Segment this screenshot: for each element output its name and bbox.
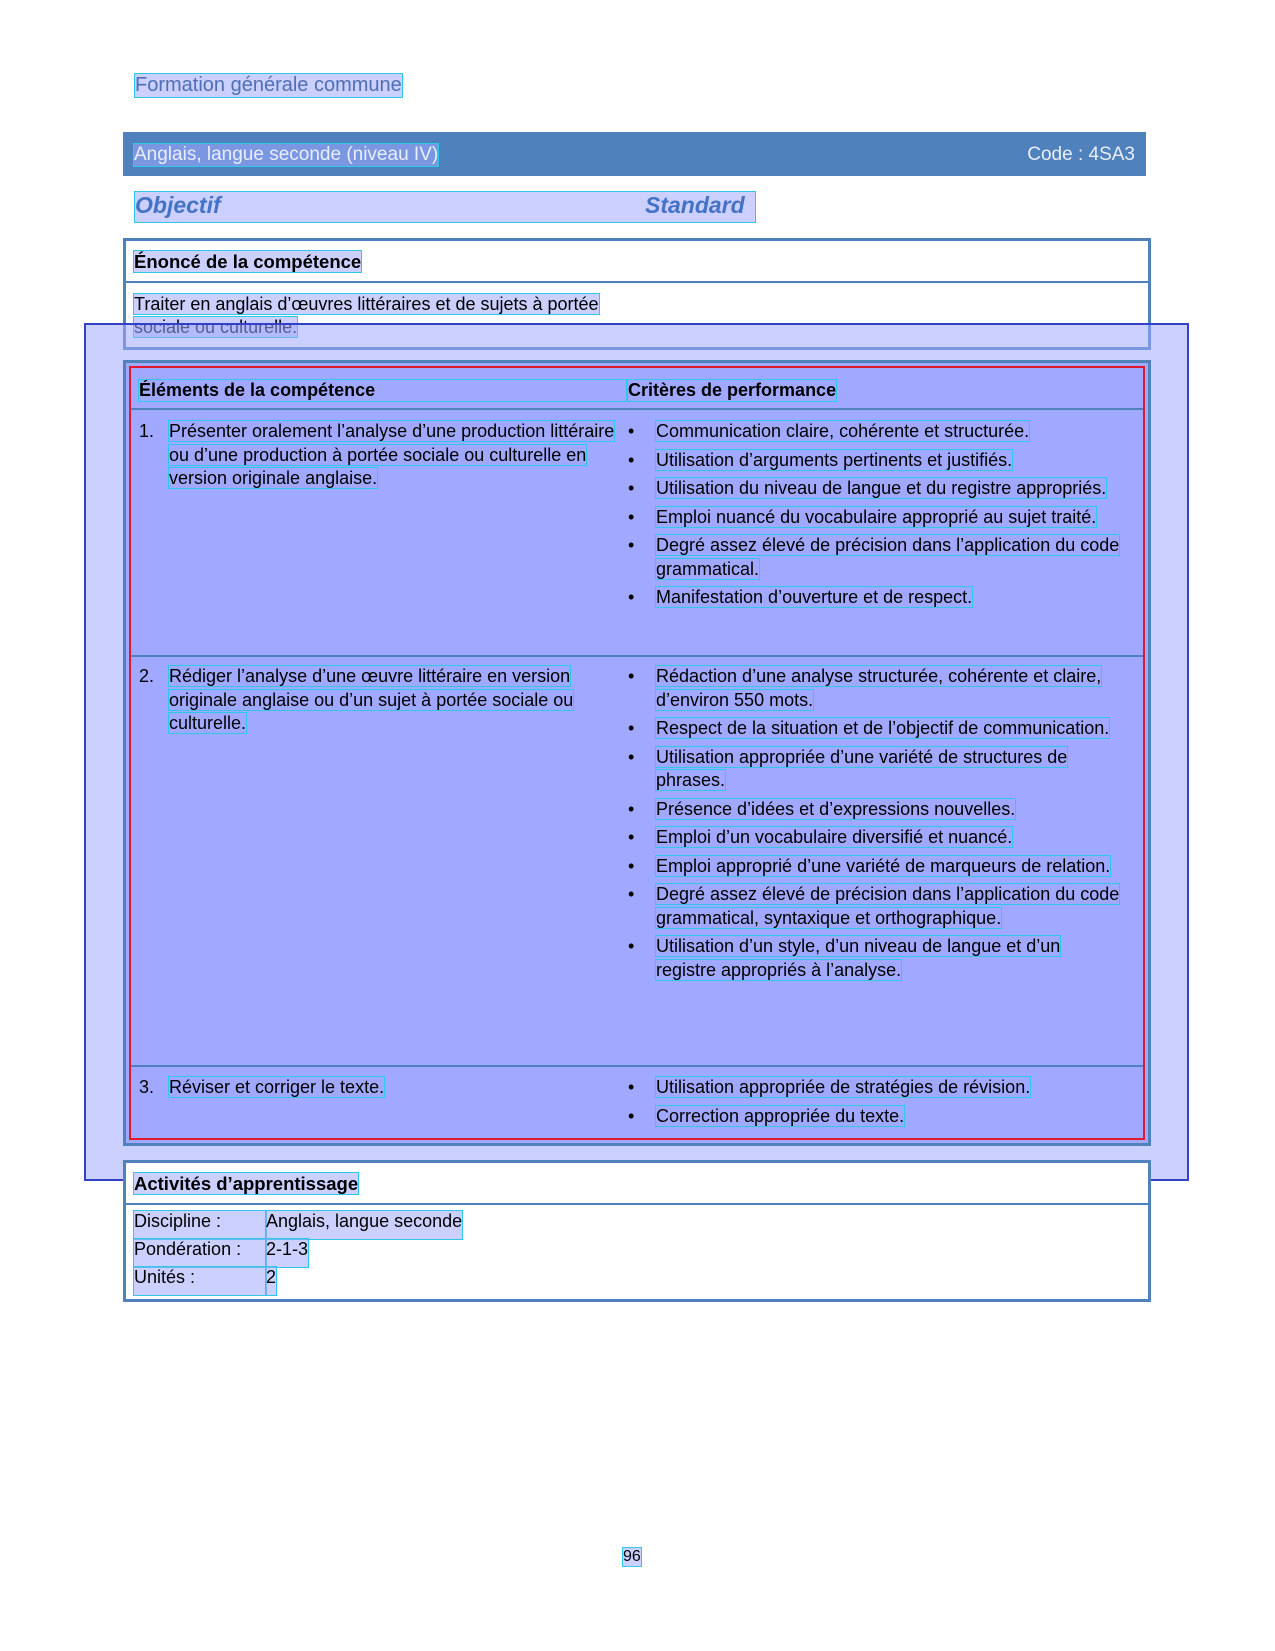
criterion: • Présence d’idées et d’expressions nouvelles.	[628, 798, 1016, 819]
unites-row: Unités : 2	[134, 1267, 1140, 1295]
ponderation-row: Pondération : 2-1-3	[134, 1239, 1140, 1267]
activites-box	[123, 1160, 1151, 1302]
criterion: • Degré assez élevé de précision dans l’application du code grammatical.	[628, 535, 1120, 579]
criterion: • Emploi nuancé du vocabulaire approprié au sujet traité.	[628, 506, 1097, 527]
criterion: • Rédaction d’une analyse structurée, cohérente et claire, d’environ 550 mots.	[628, 666, 1102, 710]
criterion: • Utilisation appropriée d’une variété de structures de phrases.	[628, 746, 1068, 790]
criteria-list-1	[628, 420, 1120, 615]
criterion: • Degré assez élevé de précision dans l’application du code grammatical, syntaxique et orthographique.	[628, 884, 1120, 928]
course-banner	[123, 132, 1146, 176]
col-head-elements: Éléments de la compétence	[139, 380, 626, 401]
competence-table-frame	[129, 366, 1145, 1140]
course-code: Code : 4SA3	[1027, 144, 1135, 165]
criterion: • Emploi d’un vocabulaire diversifié et nuancé.	[628, 827, 1013, 847]
criterion: • Manifestation d’ouverture et de respect.	[628, 587, 973, 607]
objectif-label: Objectif	[135, 192, 221, 218]
document-section-title: Formation générale commune	[135, 74, 402, 96]
criterion: • Utilisation appropriée de stratégies de révision.	[628, 1077, 1031, 1097]
standard-label: Standard	[645, 192, 745, 218]
table-divider	[131, 655, 1143, 657]
competence-table	[123, 360, 1151, 1146]
element-2: 2. Rédiger l’analyse d’une œuvre littéraire en version originale anglaise ou d’un sujet à portée sociale ou culturelle.	[139, 666, 574, 733]
discipline-row: Discipline : Anglais, langue seconde	[134, 1211, 1140, 1239]
course-title: Anglais, langue seconde (niveau IV)	[134, 144, 439, 165]
table-divider	[131, 408, 1143, 410]
objectif-standard-row	[135, 192, 755, 222]
element-1: 1. Présenter oralement l’analyse d’une production littéraire ou d’une production à portée sociale ou culturelle en version originale anglaise.	[139, 421, 615, 488]
criterion: • Utilisation d’un style, d’un niveau de langue et d’un registre appropriés à l’analyse.	[628, 936, 1061, 980]
enonce-text: Traiter en anglais d’œuvres littéraires et de sujets à portée	[126, 283, 622, 349]
criterion: • Emploi approprié d’une variété de marqueurs de relation.	[628, 855, 1111, 876]
activites-heading: Activités d’apprentissage	[126, 1163, 1148, 1205]
criterion: • Respect de la situation et de l’objectif de communication.	[628, 718, 1110, 738]
criterion: • Communication claire, cohérente et structurée.	[628, 421, 1030, 441]
criterion: • Utilisation du niveau de langue et du registre appropriés.	[628, 478, 1107, 498]
table-divider	[131, 1065, 1143, 1067]
criteria-list-3	[628, 1076, 1120, 1133]
element-3: 3. Réviser et corriger le texte.	[139, 1077, 385, 1097]
criteria-list-2	[628, 665, 1120, 987]
col-head-criteres: Critères de performance	[628, 380, 837, 400]
criterion: • Correction appropriée du texte.	[628, 1105, 905, 1126]
enonce-heading: Énoncé de la compétence	[126, 241, 1148, 283]
criterion: • Utilisation d’arguments pertinents et justifiés.	[628, 449, 1013, 470]
page-number: 96	[623, 1548, 641, 1565]
